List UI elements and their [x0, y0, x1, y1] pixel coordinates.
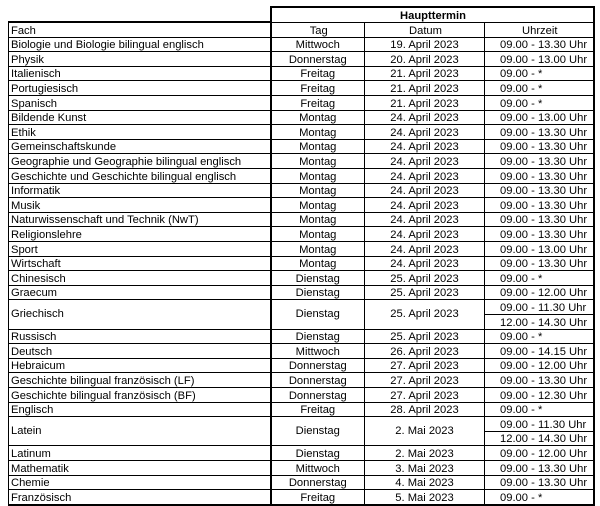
- table-row: [9, 285, 594, 300]
- cell-tag: Donnerstag: [271, 373, 365, 388]
- table-row: [9, 81, 594, 96]
- cell-tag: Freitag: [271, 81, 365, 96]
- cell-uhrzeit: 09.00 - 12.00 Uhr: [485, 446, 594, 461]
- cell-tag: Montag: [271, 169, 365, 184]
- cell-datum: 21. April 2023: [365, 96, 485, 111]
- group-title: Haupttermin: [271, 7, 594, 22]
- table-row: [9, 242, 594, 257]
- cell-datum: 27. April 2023: [365, 387, 485, 402]
- cell-uhrzeit: 09.00 - 13.30 Uhr: [485, 198, 594, 213]
- blank-header-cell: [9, 7, 271, 22]
- table-row: [9, 387, 594, 402]
- cell-fach: Geschichte bilingual französisch (LF): [9, 373, 271, 388]
- table-row: [9, 271, 594, 286]
- exam-schedule-table: [8, 6, 595, 506]
- cell-tag: Montag: [271, 256, 365, 271]
- cell-uhrzeit: 09.00 - 13.30 Uhr: [485, 460, 594, 475]
- cell-datum: 2. Mai 2023: [365, 446, 485, 461]
- cell-fach: Musik: [9, 198, 271, 213]
- cell-datum: 27. April 2023: [365, 373, 485, 388]
- cell-datum: 2. Mai 2023: [365, 417, 485, 446]
- cell-uhrzeit: 12.00 - 14.30 Uhr: [485, 314, 594, 329]
- cell-uhrzeit: 09.00 - 12.00 Uhr: [485, 358, 594, 373]
- cell-tag: Dienstag: [271, 446, 365, 461]
- cell-fach: Französisch: [9, 490, 271, 505]
- cell-datum: 24. April 2023: [365, 256, 485, 271]
- cell-fach: Graecum: [9, 285, 271, 300]
- cell-tag: Montag: [271, 242, 365, 257]
- cell-uhrzeit: 09.00 - 13.00 Uhr: [485, 110, 594, 125]
- table-row: [9, 329, 594, 344]
- cell-uhrzeit: 09.00 - 12.30 Uhr: [485, 387, 594, 402]
- cell-datum: 24. April 2023: [365, 139, 485, 154]
- cell-fach: Deutsch: [9, 344, 271, 359]
- table-row: [9, 490, 594, 505]
- column-header-fach: Fach: [9, 22, 271, 37]
- cell-uhrzeit: 09.00 - 13.30 Uhr: [485, 227, 594, 242]
- cell-uhrzeit: 09.00 - 13.30 Uhr: [485, 183, 594, 198]
- cell-tag: Freitag: [271, 96, 365, 111]
- cell-datum: 25. April 2023: [365, 285, 485, 300]
- table-row: [9, 402, 594, 417]
- cell-fach: Ethik: [9, 125, 271, 140]
- table-row: [9, 344, 594, 359]
- table-row: [9, 358, 594, 373]
- cell-datum: 24. April 2023: [365, 110, 485, 125]
- table-row: [9, 183, 594, 198]
- cell-tag: Donnerstag: [271, 387, 365, 402]
- group-header-row: [9, 7, 594, 22]
- cell-datum: 21. April 2023: [365, 81, 485, 96]
- cell-fach: Latinum: [9, 446, 271, 461]
- cell-tag: Dienstag: [271, 417, 365, 446]
- column-header-datum: Datum: [365, 22, 485, 37]
- cell-tag: Montag: [271, 110, 365, 125]
- table-row: [9, 139, 594, 154]
- cell-tag: Freitag: [271, 490, 365, 505]
- cell-fach: Geschichte bilingual französisch (BF): [9, 387, 271, 402]
- table-row: [9, 125, 594, 140]
- table-row: [9, 417, 594, 432]
- cell-fach: Spanisch: [9, 96, 271, 111]
- cell-uhrzeit: 09.00 - 13.30 Uhr: [485, 212, 594, 227]
- cell-datum: 26. April 2023: [365, 344, 485, 359]
- cell-tag: Montag: [271, 227, 365, 242]
- cell-datum: 27. April 2023: [365, 358, 485, 373]
- cell-uhrzeit: 09.00 - *: [485, 329, 594, 344]
- table-row: [9, 52, 594, 67]
- cell-fach: Naturwissenschaft und Technik (NwT): [9, 212, 271, 227]
- table-row: [9, 300, 594, 315]
- column-header-uhrzeit: Uhrzeit: [485, 22, 594, 37]
- cell-fach: Gemeinschaftskunde: [9, 139, 271, 154]
- cell-uhrzeit: 09.00 - *: [485, 96, 594, 111]
- cell-tag: Dienstag: [271, 329, 365, 344]
- cell-tag: Freitag: [271, 402, 365, 417]
- cell-tag: Donnerstag: [271, 358, 365, 373]
- cell-datum: 24. April 2023: [365, 125, 485, 140]
- table-row: [9, 154, 594, 169]
- table-row: [9, 212, 594, 227]
- cell-tag: Montag: [271, 154, 365, 169]
- cell-tag: Montag: [271, 212, 365, 227]
- cell-tag: Mittwoch: [271, 37, 365, 52]
- cell-tag: Dienstag: [271, 285, 365, 300]
- table-row: [9, 96, 594, 111]
- cell-uhrzeit: 09.00 - *: [485, 81, 594, 96]
- cell-uhrzeit: 09.00 - 13.30 Uhr: [485, 169, 594, 184]
- cell-tag: Donnerstag: [271, 52, 365, 67]
- cell-fach: Griechisch: [9, 300, 271, 329]
- cell-uhrzeit: 09.00 - *: [485, 66, 594, 81]
- cell-fach: Hebraicum: [9, 358, 271, 373]
- table-row: [9, 169, 594, 184]
- cell-uhrzeit: 09.00 - *: [485, 490, 594, 505]
- cell-datum: 19. April 2023: [365, 37, 485, 52]
- cell-fach: Geschichte und Geschichte bilingual englisch: [9, 169, 271, 184]
- cell-fach: Englisch: [9, 402, 271, 417]
- cell-uhrzeit: 09.00 - 13.00 Uhr: [485, 242, 594, 257]
- cell-fach: Chemie: [9, 475, 271, 490]
- cell-tag: Dienstag: [271, 300, 365, 329]
- cell-datum: 28. April 2023: [365, 402, 485, 417]
- cell-datum: 20. April 2023: [365, 52, 485, 67]
- cell-fach: Italienisch: [9, 66, 271, 81]
- table-row: [9, 37, 594, 52]
- column-header-tag: Tag: [271, 22, 365, 37]
- cell-uhrzeit: 09.00 - 13.30 Uhr: [485, 475, 594, 490]
- cell-fach: Mathematik: [9, 460, 271, 475]
- cell-datum: 21. April 2023: [365, 66, 485, 81]
- cell-datum: 24. April 2023: [365, 242, 485, 257]
- cell-datum: 25. April 2023: [365, 329, 485, 344]
- cell-uhrzeit: 12.00 - 14.30 Uhr: [485, 431, 594, 446]
- exam-schedule-body: [9, 7, 594, 505]
- cell-uhrzeit: 09.00 - 13.30 Uhr: [485, 125, 594, 140]
- cell-tag: Mittwoch: [271, 460, 365, 475]
- cell-uhrzeit: 09.00 - 11.30 Uhr: [485, 300, 594, 315]
- cell-fach: Geographie und Geographie bilingual englisch: [9, 154, 271, 169]
- table-row: [9, 110, 594, 125]
- cell-datum: 24. April 2023: [365, 183, 485, 198]
- cell-uhrzeit: 09.00 - *: [485, 402, 594, 417]
- cell-tag: Montag: [271, 183, 365, 198]
- table-row: [9, 66, 594, 81]
- cell-uhrzeit: 09.00 - 14.15 Uhr: [485, 344, 594, 359]
- column-header-row: [9, 22, 594, 37]
- table-row: [9, 227, 594, 242]
- cell-datum: 3. Mai 2023: [365, 460, 485, 475]
- cell-datum: 25. April 2023: [365, 271, 485, 286]
- cell-uhrzeit: 09.00 - 13.30 Uhr: [485, 37, 594, 52]
- cell-tag: Dienstag: [271, 271, 365, 286]
- cell-tag: Montag: [271, 125, 365, 140]
- cell-fach: Physik: [9, 52, 271, 67]
- cell-uhrzeit: 09.00 - 13.30 Uhr: [485, 139, 594, 154]
- cell-uhrzeit: 09.00 - 13.30 Uhr: [485, 256, 594, 271]
- cell-fach: Latein: [9, 417, 271, 446]
- cell-fach: Chinesisch: [9, 271, 271, 286]
- cell-tag: Donnerstag: [271, 475, 365, 490]
- table-row: [9, 256, 594, 271]
- cell-datum: 24. April 2023: [365, 227, 485, 242]
- cell-datum: 5. Mai 2023: [365, 490, 485, 505]
- cell-fach: Russisch: [9, 329, 271, 344]
- cell-fach: Informatik: [9, 183, 271, 198]
- cell-tag: Freitag: [271, 66, 365, 81]
- cell-fach: Wirtschaft: [9, 256, 271, 271]
- cell-tag: Montag: [271, 198, 365, 213]
- cell-fach: Biologie und Biologie bilingual englisch: [9, 37, 271, 52]
- cell-datum: 24. April 2023: [365, 198, 485, 213]
- cell-tag: Mittwoch: [271, 344, 365, 359]
- table-row: [9, 460, 594, 475]
- cell-uhrzeit: 09.00 - *: [485, 271, 594, 286]
- cell-uhrzeit: 09.00 - 13.30 Uhr: [485, 373, 594, 388]
- cell-datum: 24. April 2023: [365, 154, 485, 169]
- cell-fach: Religionslehre: [9, 227, 271, 242]
- table-row: [9, 446, 594, 461]
- cell-datum: 4. Mai 2023: [365, 475, 485, 490]
- cell-uhrzeit: 09.00 - 13.30 Uhr: [485, 154, 594, 169]
- cell-uhrzeit: 09.00 - 11.30 Uhr: [485, 417, 594, 432]
- cell-datum: 24. April 2023: [365, 169, 485, 184]
- cell-uhrzeit: 09.00 - 12.00 Uhr: [485, 285, 594, 300]
- cell-fach: Sport: [9, 242, 271, 257]
- cell-uhrzeit: 09.00 - 13.00 Uhr: [485, 52, 594, 67]
- cell-datum: 25. April 2023: [365, 300, 485, 329]
- cell-datum: 24. April 2023: [365, 212, 485, 227]
- cell-fach: Portugiesisch: [9, 81, 271, 96]
- table-row: [9, 198, 594, 213]
- cell-tag: Montag: [271, 139, 365, 154]
- table-row: [9, 373, 594, 388]
- cell-fach: Bildende Kunst: [9, 110, 271, 125]
- table-row: [9, 475, 594, 490]
